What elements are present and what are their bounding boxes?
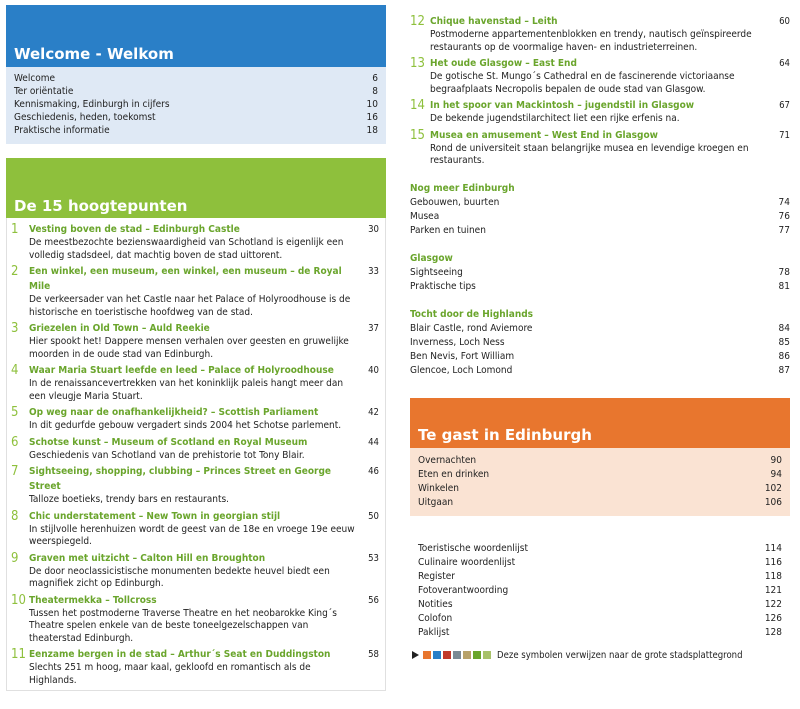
toc-entry[interactable]: Blair Castle, rond Aviemore 84: [410, 322, 790, 334]
toc-entry[interactable]: Musea 76: [410, 210, 790, 222]
highlight-entry[interactable]: 12 Chique havenstad – Leith 60 Postmoderne appartementenblokken en trendy, nautisch geïnspireerde restaurants op de voormalige haven- en industrieterreinen.: [410, 14, 790, 53]
legend-text: Deze symbolen verwijzen naar de grote stadsplattegrond: [497, 649, 743, 661]
toc-entry[interactable]: Paklijst 128: [418, 626, 782, 638]
toc-entry[interactable]: Eten en drinken 94: [418, 468, 782, 480]
highlight-entry[interactable]: 10 Theatermekka – Tollcross 56 Tussen het postmoderne Traverse Theatre en het neobarokke King´s Theatre spelen enkele van de beste toneelgezelschappen van theaterstad Edinburgh.: [11, 592, 379, 644]
color-square-icon: [473, 651, 481, 659]
toc-entry[interactable]: Colofon 126: [418, 612, 782, 624]
highlight-entry[interactable]: 11 Eenzame bergen in de stad – Arthur´s Seat en Duddingston 58 Slechts 251 m hoog, maar kaal, gekloofd en romantisch als de Highlands.: [11, 647, 379, 686]
highlight-entry[interactable]: 7 Sightseeing, shopping, clubbing – Princes Street en George Street 46 Talloze boetieks, trendy bars en restaurants.: [11, 464, 379, 505]
toc-entry[interactable]: Parken en tuinen 77: [410, 224, 790, 236]
triangle-arrow-icon: [412, 651, 419, 659]
section-glasgow: [410, 252, 790, 294]
highlight-entry[interactable]: 6 Schotse kunst – Museum of Scotland en Royal Museum 44 Geschiedenis van Schotland van de prehistorie tot Tony Blair.: [11, 434, 379, 461]
toc-entry[interactable]: Glencoe, Loch Lomond 87: [410, 364, 790, 376]
color-square-icon: [483, 651, 491, 659]
toc-entry[interactable]: Toeristische woordenlijst 114: [418, 542, 782, 554]
section-title: Tocht door de Highlands: [410, 308, 534, 320]
color-square-icon: [423, 651, 431, 659]
color-square-icon: [433, 651, 441, 659]
toc-entry[interactable]: Culinaire woordenlijst 116: [418, 556, 782, 568]
welcome-toc: [6, 67, 386, 144]
toc-entry[interactable]: Praktische informatie 18: [14, 125, 378, 136]
toc-entry[interactable]: Winkelen 102: [418, 482, 782, 494]
toc-entry[interactable]: Kennismaking, Edinburgh in cijfers 10: [14, 99, 378, 110]
section-title: Glasgow: [410, 252, 453, 264]
color-square-icon: [443, 651, 451, 659]
toc-entry[interactable]: Ben Nevis, Fort William 86: [410, 350, 790, 362]
highlights-toc: [6, 218, 386, 691]
gast-title: Te gast in Edinburgh: [418, 425, 592, 444]
highlight-entry[interactable]: 5 Op weg naar de onafhankelijkheid? – Scottish Parliament 42 In dit gedurfde gebouw vergadert sinds 2004 het Schotse parlement.: [11, 405, 379, 431]
highlight-entry[interactable]: 14 In het spoor van Mackintosh – jugendstil in Glasgow 67 De bekende jugendstilarchitect liet een rijke erfenis na.: [410, 98, 790, 124]
highlight-entry[interactable]: 1 Vesting boven de stad – Edinburgh Castle 30 De meestbezochte bezienswaardigheid van Schotland is eigenlijk een volledig stadsdeel, dat machtig boven de stad uittorent.: [11, 222, 379, 261]
map-legend: [410, 650, 790, 661]
highlights-header: [6, 158, 386, 218]
gast-toc: [410, 448, 790, 516]
highlight-entry[interactable]: 15 Musea en amusement – West End in Glasgow 71 Rond de universiteit staan belangrijke musea en levendige kroegen en restaurants.: [410, 127, 790, 166]
toc-entry[interactable]: Welcome 6: [14, 73, 378, 84]
highlight-entry[interactable]: 9 Graven met uitzicht – Calton Hill en Broughton 53 De door neoclassicistische monumenten bedekte heuvel biedt een magnifiek zicht op Edinburgh.: [11, 550, 379, 589]
gast-header: [410, 398, 790, 448]
toc-entry[interactable]: Register 118: [418, 570, 782, 582]
highlight-entry[interactable]: 2 Een winkel, een museum, een winkel, een museum – de Royal Mile 33 De verkeersader van het Castle naar het Palace of Holyroodhouse is de historische en toeristische hoofdweg van de stad.: [11, 264, 379, 318]
color-square-icon: [463, 651, 471, 659]
toc-entry[interactable]: Ter oriëntatie 8: [14, 86, 378, 97]
section-title: Nog meer Edinburgh: [410, 182, 515, 194]
highlights-title: De 15 hoogtepunten: [14, 197, 188, 215]
section-highlands: [410, 308, 790, 378]
toc-entry[interactable]: Notities 122: [418, 598, 782, 610]
toc-entry[interactable]: Praktische tips 81: [410, 280, 790, 292]
toc-entry[interactable]: Fotoverantwoording 121: [418, 584, 782, 596]
left-column: [6, 5, 386, 691]
highlight-entry[interactable]: 8 Chic understatement – New Town in georgian stijl 50 In stijlvolle herenhuizen wordt de geest van de 18e en vroege 19e eeuw weerspiegeld.: [11, 508, 379, 547]
right-column: [410, 14, 790, 661]
toc-entry[interactable]: Gebouwen, buurten 74: [410, 196, 790, 208]
welcome-title: Welcome - Welkom: [14, 45, 174, 63]
toc-entry[interactable]: Uitgaan 106: [418, 496, 782, 508]
highlight-entry[interactable]: 13 Het oude Glasgow – East End 64 De gotische St. Mungo´s Cathedral en de fascinerende victoriaanse begraafplaats Necropolis bepalen de oude stad van Glasgow.: [410, 56, 790, 95]
toc-entry[interactable]: Inverness, Loch Ness 85: [410, 336, 790, 348]
welcome-header: [6, 5, 386, 67]
extra-toc: [410, 542, 790, 640]
highlight-entry[interactable]: 4 Waar Maria Stuart leefde en leed – Palace of Holyroodhouse 40 In de renaissancevertrekken van het koninklijk paleis hangt meer dan een vleugje Maria Stuart.: [11, 363, 379, 402]
toc-entry[interactable]: Geschiedenis, heden, toekomst 16: [14, 112, 378, 123]
color-square-icon: [453, 651, 461, 659]
toc-entry[interactable]: Overnachten 90: [418, 454, 782, 466]
toc-entry[interactable]: Sightseeing 78: [410, 266, 790, 278]
section-nog-meer: [410, 182, 790, 238]
highlight-entry[interactable]: 3 Griezelen in Old Town – Auld Reekie 37 Hier spookt het! Dappere mensen verhalen over geesten en gruwelijke moorden in de oude stad van Edinburgh.: [11, 321, 379, 360]
